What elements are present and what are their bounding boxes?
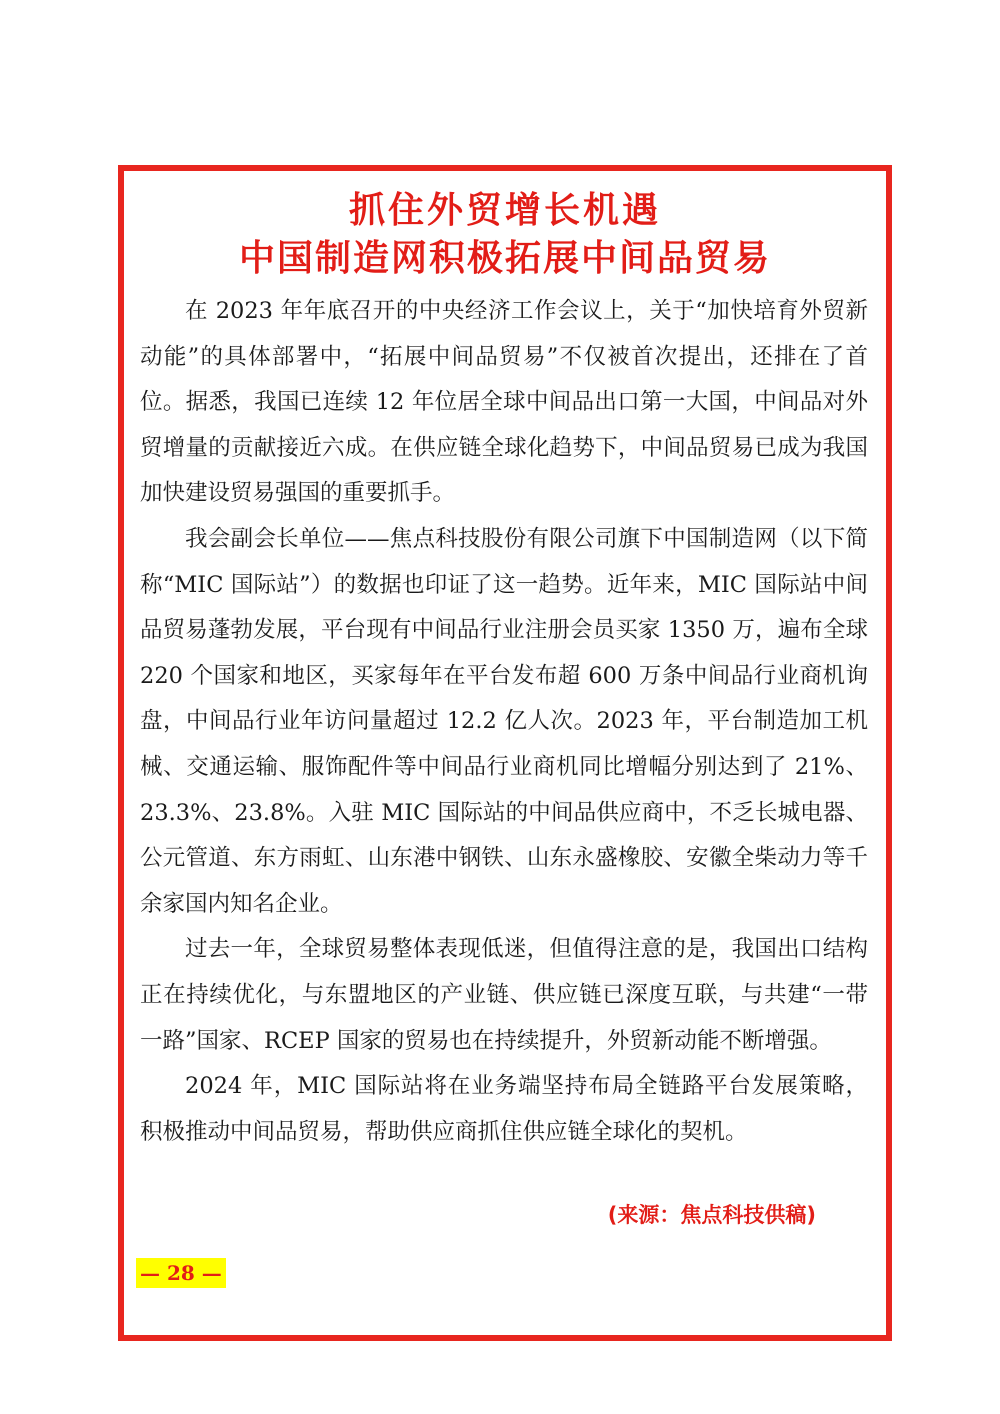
paragraph-3: 过去一年，全球贸易整体表现低迷，但值得注意的是，我国出口结构正在持续优化，与东盟地区的产业链、供应链已深度互联，与共建“一带一路”国家、RCEP 国家的贸易也在持续提升，外贸新动能不断增强。 [140,936,868,1054]
page-number: — 28 — [136,1258,226,1288]
source-credit: (来源：焦点科技供稿) [607,1203,816,1227]
paragraph-2: 我会副会长单位——焦点科技股份有限公司旗下中国制造网（以下简称“MIC 国际站”）的数据也印证了这一趋势。近年来，MIC 国际站中间品贸易蓬勃发展，平台现有中间品行业注册会员买家 1350 万，遍布全球 220 个国家和地区，买家每年在平台发布超 600 万条中间品行业商机询盘，中间品行业年访问量超过 12.2 亿人次。2023 年，平台制造加工机械、交通运输、服饰配件等中间品行业商机同比增幅分别达到了 21%、23.3%、23.8%。入驻 MIC 国际站的中间品供应商中，不乏长城电器、公元管道、东方雨虹、山东港中钢铁、山东永盛橡胶、安徽全柴动力等千余家国内知名企业。 [140,525,868,917]
paragraph-1: 在 2023 年年底召开的中央经济工作会议上，关于“加快培育外贸新动能”的具体部署中，“拓展中间品贸易”不仅被首次提出，还排在了首位。据悉，我国已连续 12 年位居全球中间品出口第一大国，中间品对外贸增量的贡献接近六成。在供应链全球化趋势下，中间品贸易已成为我国加快建设贸易强国的重要抓手。 [140,298,868,507]
article-subtitle: 中国制造网积极拓展中间品贸易 [238,238,771,279]
article-body [140,289,868,1155]
page-border-frame [118,165,892,1341]
paragraph-4: 2024 年，MIC 国际站将在业务端坚持布局全链路平台发展策略，积极推动中间品贸易，帮助供应商抓住供应链全球化的契机。 [140,1073,868,1145]
article-title: 抓住外贸增长机遇 [348,190,661,231]
